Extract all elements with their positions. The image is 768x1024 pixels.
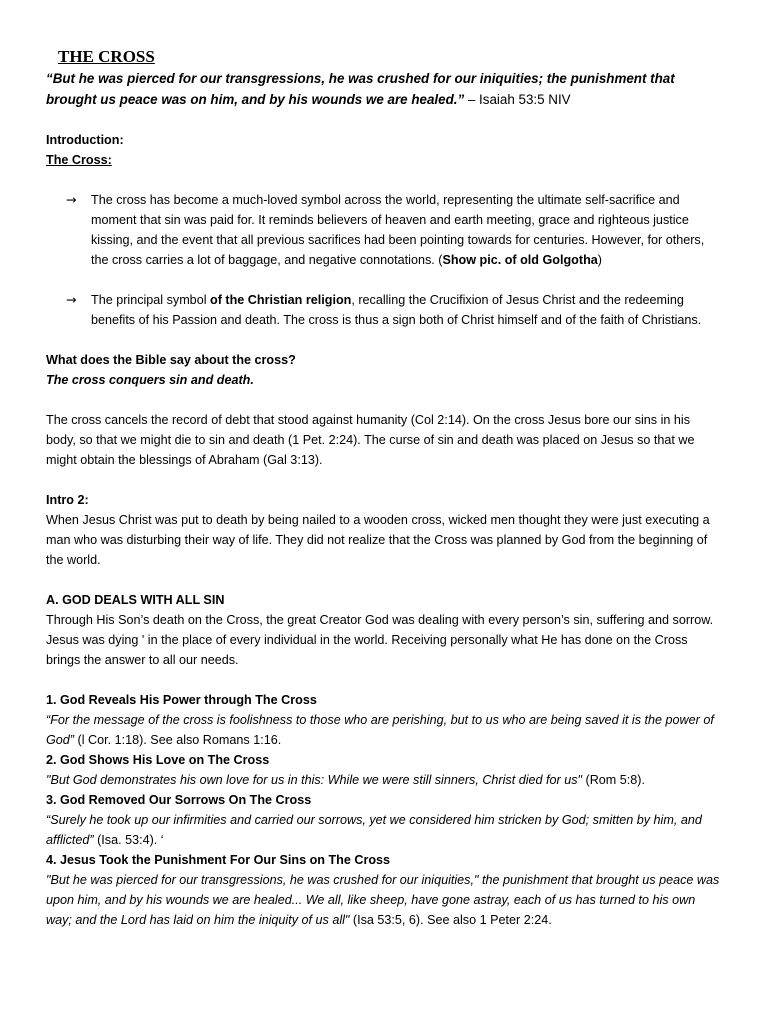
- point-2-heading: 2. God Shows His Love on The Cross: [46, 753, 270, 767]
- right-arrow-icon: →: [66, 192, 77, 207]
- bullet-text-1: The cross has become a much-loved symbol across the world, representing the ultimate self-sacrifice and moment that sin was paid for. It reminds believers of heaven and earth meeting, grace and righteous justice kissing, and the event that all previous sacrifices had been pointing towards for centuries. However, for others, the cross carries a lot of baggage, and negative connotations. (Show pic. of old Golgotha): [91, 193, 705, 267]
- point-4-heading: 4. Jesus Took the Punishment For Our Sins on The Cross: [46, 853, 391, 867]
- intro2-heading: Intro 2:: [46, 493, 89, 507]
- epigraph-quote: “But he was pierced for our transgressions, he was crushed for our iniquities; the punishment that brought us peace was on him, and by his wounds we are healed.”: [46, 71, 675, 107]
- epigraph: [46, 68, 722, 110]
- section-a-paragraph: Through His Son’s death on the Cross, the great Creator God was dealing with every person’s sin, suffering and sorrow. Jesus was dying ' in the place of every individual in the world. Receiving personally what He has done on the Cross brings the answer to all our needs.: [46, 613, 714, 667]
- bible-paragraph: The cross cancels the record of debt that stood against humanity (Col 2:14). On the cross Jesus bore our sins in his body, so that we might die to sin and death (1 Pet. 2:24). The curse of sin and death was placed on Jesus so that we might obtain the blessings of Abraham (Gal 3:13).: [46, 413, 695, 467]
- intro2-paragraph: When Jesus Christ was put to death by being nailed to a wooden cross, wicked men thought they were just executing a man who was disturbing their way of life. They did not realize that the Cross was planned by God from the beginning of the world.: [46, 513, 710, 567]
- point-1-heading: 1. God Reveals His Power through The Cross: [46, 693, 317, 707]
- point-3-heading: 3. God Removed Our Sorrows On The Cross: [46, 793, 312, 807]
- bullet-item-1: [66, 190, 722, 270]
- bible-subheading: The cross conquers sin and death.: [46, 373, 254, 387]
- the-cross-heading: The Cross:: [46, 153, 112, 167]
- document-title: THE CROSS: [58, 47, 155, 66]
- point-1-verse: “For the message of the cross is foolishness to those who are perishing, but to us who are being saved it is the power of God” (l Cor. 1:18). See also Romans 1:16.: [46, 713, 714, 747]
- section-a-heading: A. GOD DEALS WITH ALL SIN: [46, 593, 225, 607]
- bible-heading: What does the Bible say about the cross?: [46, 353, 296, 367]
- point-4-verse: "But he was pierced for our transgressions, he was crushed for our iniquities," the punishment that brought us peace was upon him, and by his wounds we are healed... We all, like sheep, have gone astray, each of us has turned to his own way; and the Lord has laid on him the iniquity of us all" (Isa 53:5, 6). See also 1 Peter 2:24.: [46, 873, 720, 927]
- bullet-item-2: [66, 290, 722, 330]
- bullet-text-2: The principal symbol of the Christian religion, recalling the Crucifixion of Jesus Christ and the redeeming benefits of his Passion and death. The cross is thus a sign both of Christ himself and of the faith of Christians.: [91, 293, 702, 327]
- introduction-label: Introduction:: [46, 133, 124, 147]
- point-3-verse: “Surely he took up our infirmities and carried our sorrows, yet we considered him stricken by God; smitten by him, and afflicted” (Isa. 53:4). ‘: [46, 813, 702, 847]
- point-2-verse: "But God demonstrates his own love for us in this: While we were still sinners, Christ died for us" (Rom 5:8).: [46, 773, 645, 787]
- right-arrow-icon: →: [66, 292, 77, 307]
- epigraph-reference: – Isaiah 53:5 NIV: [464, 92, 571, 107]
